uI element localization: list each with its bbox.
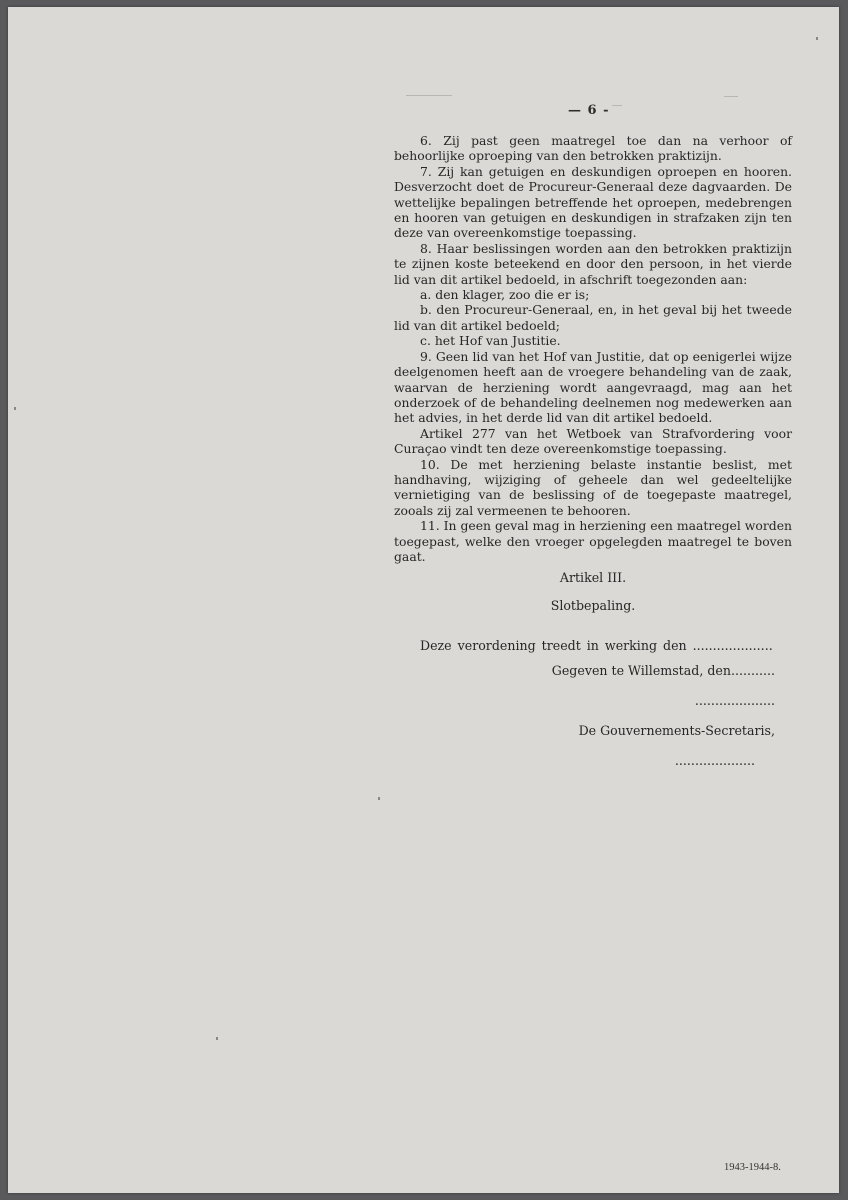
paragraph-11: 11. In geen geval mag in herziening een maatregel worden toegepast, welke den vroeger opgelegden maatregel te boven gaat. bbox=[394, 518, 793, 564]
list-item-a: a. den klager, zoo die er is; bbox=[420, 287, 590, 303]
list-item-b: b. den Procureur-Generaal, en, in het geval bij het tweede lid van dit artikel bedoeld; bbox=[394, 302, 792, 333]
margin-dot bbox=[816, 37, 818, 40]
margin-dot bbox=[14, 407, 16, 410]
given-at-line: Gegeven te Willemstad, den........... bbox=[551, 663, 775, 678]
margin-dot bbox=[378, 797, 380, 800]
article-subheading: Slotbepaling. bbox=[550, 598, 636, 613]
margin-dot bbox=[216, 1037, 218, 1040]
paragraph-6: 6. Zij past geen maatregel toe dan na verhoor of behoorlijke oproeping van den betrokken praktizijn. bbox=[394, 133, 792, 164]
footer-code: 1943-1944-8. bbox=[724, 1162, 781, 1173]
paragraph-7: 7. Zij kan getuigen en deskundigen oproepen en hooren. Desverzocht doet de Procureur-Generaal deze dagvaarden. De wettelijke bepalingen betreffende het oproepen, medebrengen en hooren van getuigen en deskundigen in strafzaken zijn ten deze van overeenkomstige toepassing. bbox=[394, 163, 792, 241]
article-heading: Artikel III. bbox=[559, 570, 627, 585]
paragraph-9: 9. Geen lid van het Hof van Justitie, dat op eenigerlei wijze deelgenomen heeft aan de vroegere behandeling van de zaak, waarvan de herziening wordt aangevraagd, mag aan het onderzoek of de behandeling deelnemen nog medewerken aan het advies, in het derde lid van dit artikel bedoeld. bbox=[394, 348, 792, 426]
paragraph-8: 8. Haar beslissingen worden aan den betrokken praktizijn te zijnen koste beteekend en door den persoon, in het vierde lid van dit artikel bedoeld, in afschrift toegezonden aan: bbox=[394, 240, 792, 287]
secretary-title: De Gouvernements-Secretaris, bbox=[578, 723, 775, 738]
signature-line-1: .................... bbox=[694, 693, 775, 708]
body-text bbox=[394, 133, 792, 564]
signature-line-2: .................... bbox=[674, 753, 755, 768]
faint-rule-mark bbox=[406, 95, 452, 96]
document-page bbox=[8, 7, 839, 1193]
page-number: — 6 - bbox=[568, 103, 610, 118]
faint-dash-mark bbox=[724, 96, 738, 97]
list-item-c: c. het Hof van Justitie. bbox=[420, 333, 561, 349]
effective-date-line: Deze verordening treedt in werking den .................... bbox=[420, 638, 773, 653]
paragraph-artikel-277: Artikel 277 van het Wetboek van Strafvordering voor Curaçao vindt ten deze overeenkomstige toepassing. bbox=[394, 425, 792, 457]
paragraph-10: 10. De met herziening belaste instantie beslist, met handhaving, wijziging of geheele dan wel gedeeltelijke vernietiging van de beslissing of de toegepaste maatregel, zooals zij zal vermeenen te behooren. bbox=[394, 456, 792, 518]
